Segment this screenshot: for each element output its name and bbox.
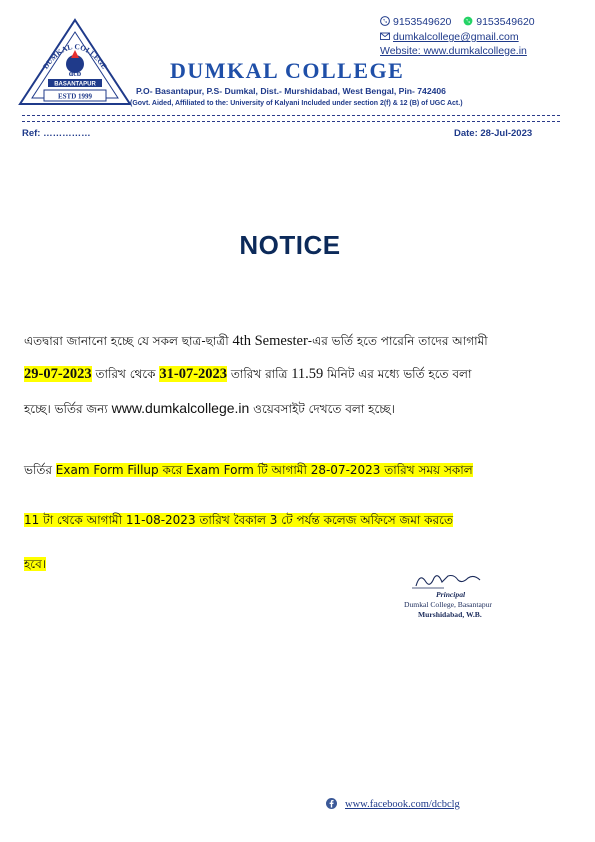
exam-form-instruction: 11 টা থেকে আগামী 11-08-2023 তারিখ বৈকাল 3 টে পর্যন্ত কলেজ অফিসে জমা করতে [24,513,453,527]
website-text: www.dumkalcollege.in [111,400,250,416]
phone-icon [380,16,390,26]
logo-arc-text: DUMKAL COLLEGE [41,41,110,71]
email-link[interactable]: dumkalcollege@gmail.com [393,31,519,43]
deadline-time: 11.59 [291,366,324,382]
para1-text: হচ্ছে। ভর্তির জন্য [24,402,112,416]
para2-text: ভর্তির [24,463,56,477]
para1-text: মিনিট এর মধ্যে ভর্তি হতে বলা [323,367,472,381]
notice-para2-line1 [24,462,473,482]
para1-text: তারিখ থেকে [91,367,160,381]
whatsapp-icon [463,16,473,26]
notice-para1-line2 [24,366,471,386]
signature-role: Principal [436,590,466,599]
start-date: 29-07-2023 [24,366,92,382]
para1-text: ওয়েবসাইট দেখতে বলা হচ্ছে। [249,402,395,416]
notice-para2-line3 [24,556,46,576]
reference-number: Ref: …………… [22,128,91,139]
notice-title: NOTICE [239,230,341,260]
website-link[interactable]: Website: www.dumkalcollege.in [380,45,527,57]
para1-text: তারিখ রাত্রি [227,367,292,381]
semester-label: 4th Semester [232,333,308,349]
exam-form-instruction: Exam Form Fillup করে Exam Form টি আগামী 28-07-2023 তারিখ সময় সকাল [55,463,473,477]
notice-para1-line3 [24,400,395,421]
facebook-link[interactable]: www.facebook.com/dcbclg [345,799,460,810]
exam-form-instruction: হবে। [24,557,47,571]
college-logo [18,18,132,108]
para1-text: -এর ভর্তি হতে পারেনি তাদের আগামী [307,334,488,348]
logo-place-text: BASANTAPUR [54,81,96,88]
footer-facebook [326,798,460,810]
header-divider-top [22,115,560,116]
para1-text: এতদ্বারা জানানো হচ্ছে যে সকল ছাত্র-ছাত্রী [24,334,233,348]
facebook-icon [326,798,337,809]
logo-emblem-text: dcb [68,69,82,78]
logo-established-text: ESTD 1999 [57,92,93,101]
principal-signature [404,568,504,592]
phone-number[interactable]: 9153549620 [393,16,452,28]
signature-college: Dumkal College, Basantapur [404,600,492,609]
mail-icon [380,31,390,41]
college-affiliation: (Govt. Aided, Affiliated to the: University of Kalyani Included under section 2(f) & 12 (B) of UGC Act.) [130,100,463,107]
whatsapp-number[interactable]: 9153549620 [476,16,535,28]
signature-location: Murshidabad, W.B. [418,610,482,619]
notice-para2-line2 [24,512,453,532]
contact-website-row [380,45,527,57]
college-address: P.O- Basantapur, P.S- Dumkal, Dist.- Murshidabad, West Bengal, Pin- 742406 [136,86,446,96]
header-divider-bottom [22,121,560,122]
notice-date: Date: 28-Jul-2023 [454,128,533,139]
contact-email-row [380,31,519,43]
end-date: 31-07-2023 [159,366,228,382]
college-name: DUMKAL COLLEGE [170,58,405,83]
contact-phones [380,16,535,28]
notice-para1-line1 [24,333,488,353]
